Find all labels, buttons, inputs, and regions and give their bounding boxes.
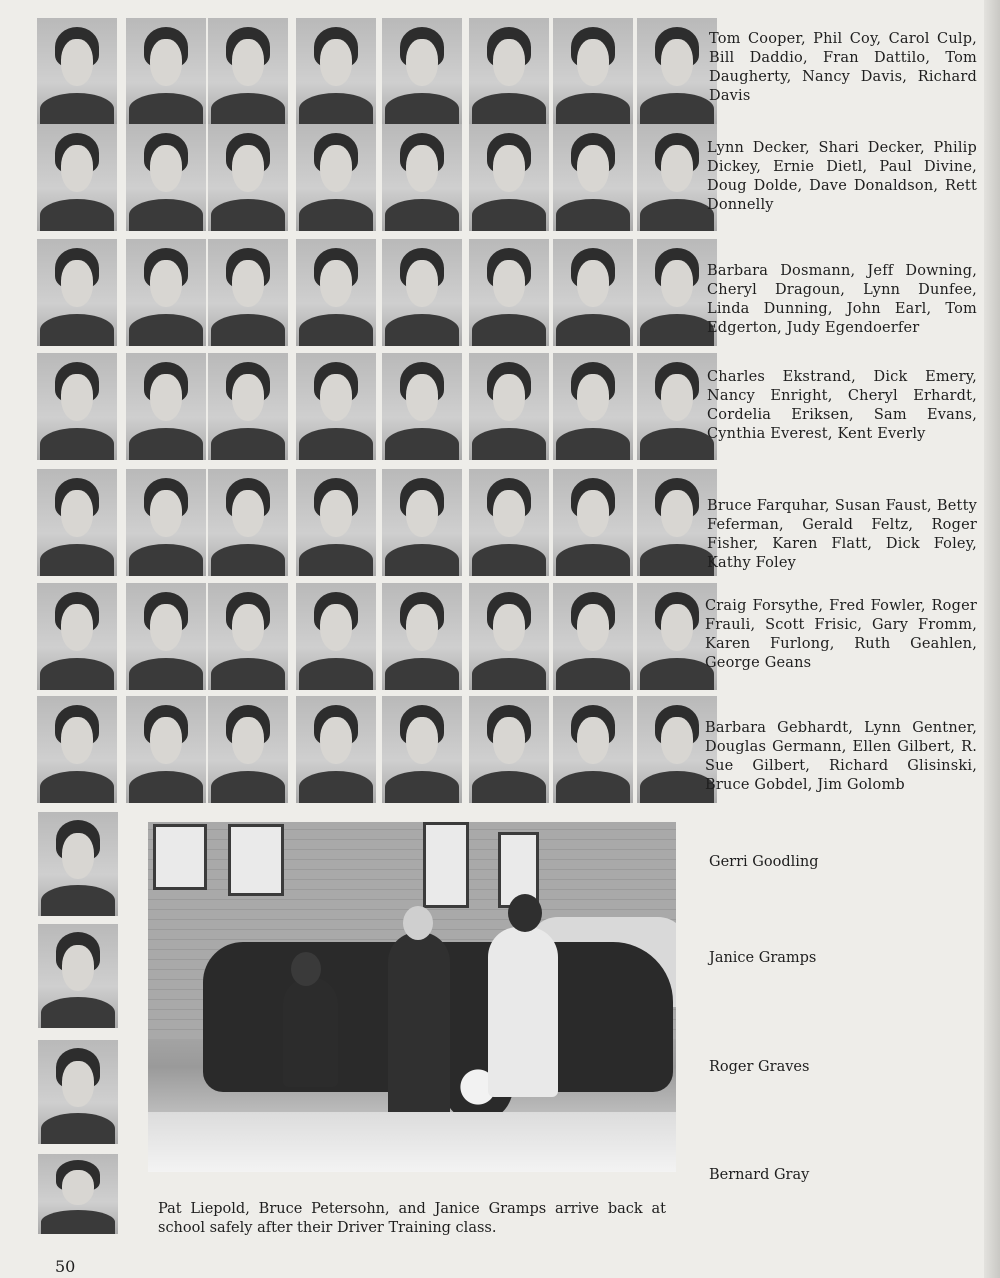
portrait-face — [320, 145, 352, 192]
student-portrait — [208, 124, 288, 231]
snow — [148, 1112, 676, 1172]
standing-student — [388, 932, 450, 1142]
portrait-face — [406, 604, 438, 651]
student-portrait — [469, 18, 549, 125]
portrait-face — [232, 490, 264, 537]
student-portrait — [208, 696, 288, 803]
student-portrait — [637, 18, 717, 125]
portrait-shoulders — [385, 771, 459, 803]
student-portrait — [553, 239, 633, 346]
portrait-face — [61, 145, 93, 192]
student-head — [508, 894, 542, 932]
portrait-shoulders — [385, 428, 459, 460]
portrait-face — [577, 490, 609, 537]
portrait-face — [320, 490, 352, 537]
student-portrait — [469, 696, 549, 803]
portrait-face — [232, 604, 264, 651]
portrait-shoulders — [129, 428, 203, 460]
student-portrait — [37, 124, 117, 231]
portrait-shoulders — [299, 771, 373, 803]
portrait-face — [577, 260, 609, 307]
student-portrait — [469, 353, 549, 460]
portrait-face — [493, 374, 525, 421]
portrait-shoulders — [472, 428, 546, 460]
portrait-face — [150, 717, 182, 764]
portrait-shoulders — [472, 93, 546, 125]
student-portrait — [38, 924, 118, 1028]
portrait-face — [62, 1170, 94, 1205]
portrait-shoulders — [472, 771, 546, 803]
portrait-face — [320, 717, 352, 764]
student-portrait — [553, 124, 633, 231]
portrait-face — [150, 145, 182, 192]
portrait-face — [320, 604, 352, 651]
student-portrait — [553, 583, 633, 690]
student-portrait — [37, 18, 117, 125]
student-portrait — [208, 239, 288, 346]
student-portrait — [469, 583, 549, 690]
student-portrait — [296, 583, 376, 690]
portrait-face — [61, 490, 93, 537]
portrait-shoulders — [556, 771, 630, 803]
portrait-face — [661, 604, 693, 651]
student-portrait — [38, 1154, 118, 1234]
portrait-face — [661, 260, 693, 307]
portrait-shoulders — [40, 199, 114, 231]
student-portrait — [37, 583, 117, 690]
student-portrait — [469, 124, 549, 231]
student-portrait — [37, 696, 117, 803]
portrait-face — [406, 39, 438, 86]
window — [153, 824, 207, 890]
portrait-shoulders — [40, 93, 114, 125]
portrait-face — [493, 145, 525, 192]
portrait-face — [661, 717, 693, 764]
portrait-shoulders — [640, 314, 714, 346]
row-1-names: Tom Cooper, Phil Coy, Carol Culp, Bill Daddio, Fran Dattilo, Tom Daugherty, Nancy Davis, Richard Davis — [709, 31, 977, 104]
portrait-shoulders — [640, 428, 714, 460]
portrait-shoulders — [640, 771, 714, 803]
student-portrait — [296, 696, 376, 803]
single-name-2: Janice Gramps — [709, 950, 817, 966]
portrait-shoulders — [211, 771, 285, 803]
student-portrait — [208, 583, 288, 690]
portrait-shoulders — [40, 544, 114, 576]
portrait-face — [661, 39, 693, 86]
portrait-shoulders — [41, 885, 115, 916]
student-portrait — [296, 18, 376, 125]
portrait-face — [232, 39, 264, 86]
portrait-shoulders — [129, 771, 203, 803]
row-6-names: Craig Forsythe, Fred Fowler, Roger Frauli, Scott Frisic, Gary Fromm, Karen Furlong, Ruth Geahlen, George Geans — [705, 598, 977, 671]
student-head — [403, 906, 433, 940]
portrait-shoulders — [40, 771, 114, 803]
portrait-shoulders — [40, 658, 114, 690]
portrait-shoulders — [211, 658, 285, 690]
portrait-face — [150, 374, 182, 421]
student-portrait — [382, 239, 462, 346]
student-portrait — [126, 353, 206, 460]
portrait-face — [320, 260, 352, 307]
student-portrait — [553, 469, 633, 576]
portrait-face — [232, 145, 264, 192]
student-portrait — [38, 812, 118, 916]
portrait-face — [406, 374, 438, 421]
student-portrait — [382, 18, 462, 125]
student-portrait — [382, 469, 462, 576]
portrait-face — [493, 717, 525, 764]
portrait-shoulders — [640, 93, 714, 125]
single-name-4: Bernard Gray — [709, 1167, 810, 1183]
portrait-shoulders — [129, 314, 203, 346]
portrait-face — [406, 490, 438, 537]
portrait-face — [62, 945, 94, 991]
portrait-shoulders — [385, 314, 459, 346]
portrait-shoulders — [472, 199, 546, 231]
portrait-shoulders — [41, 1113, 115, 1144]
portrait-shoulders — [299, 658, 373, 690]
portrait-shoulders — [41, 1210, 115, 1234]
portrait-face — [661, 145, 693, 192]
student-portrait — [208, 353, 288, 460]
portrait-shoulders — [385, 93, 459, 125]
portrait-face — [61, 39, 93, 86]
student-portrait — [382, 353, 462, 460]
student-portrait — [553, 18, 633, 125]
student-portrait — [382, 124, 462, 231]
student-portrait — [637, 239, 717, 346]
portrait-face — [232, 717, 264, 764]
portrait-shoulders — [556, 93, 630, 125]
student-portrait — [126, 124, 206, 231]
row-5-names: Bruce Farquhar, Susan Faust, Betty Feferman, Gerald Feltz, Roger Fisher, Karen Flatt, Dick Foley, Kathy Foley — [707, 498, 977, 571]
student-portrait — [382, 583, 462, 690]
row-3-names: Barbara Dosmann, Jeff Downing, Cheryl Dragoun, Lynn Dunfee, Linda Dunning, John Earl, Tom Edgerton, Judy Egendoerfer — [707, 263, 977, 336]
portrait-face — [61, 604, 93, 651]
portrait-face — [661, 490, 693, 537]
portrait-face — [493, 490, 525, 537]
portrait-face — [577, 374, 609, 421]
portrait-shoulders — [556, 544, 630, 576]
portrait-shoulders — [129, 658, 203, 690]
portrait-face — [61, 374, 93, 421]
portrait-shoulders — [556, 658, 630, 690]
student-portrait — [126, 583, 206, 690]
student-portrait — [553, 696, 633, 803]
student-portrait — [637, 353, 717, 460]
portrait-shoulders — [299, 314, 373, 346]
portrait-shoulders — [556, 314, 630, 346]
portrait-shoulders — [640, 199, 714, 231]
portrait-shoulders — [299, 428, 373, 460]
portrait-face — [661, 374, 693, 421]
row-2-names: Lynn Decker, Shari Decker, Philip Dickey, Ernie Dietl, Paul Divine, Doug Dolde, Dave Donaldson, Rett Donnelly — [707, 140, 977, 213]
portrait-shoulders — [385, 658, 459, 690]
student-portrait — [208, 18, 288, 125]
portrait-shoulders — [211, 314, 285, 346]
portrait-face — [62, 1061, 94, 1107]
portrait-face — [406, 717, 438, 764]
student-portrait — [38, 1040, 118, 1144]
portrait-shoulders — [211, 428, 285, 460]
portrait-shoulders — [556, 199, 630, 231]
portrait-shoulders — [385, 199, 459, 231]
portrait-face — [232, 374, 264, 421]
student-portrait — [382, 696, 462, 803]
student-head — [291, 952, 321, 986]
portrait-shoulders — [211, 93, 285, 125]
portrait-face — [150, 260, 182, 307]
student-portrait — [126, 469, 206, 576]
portrait-face — [232, 260, 264, 307]
portrait-shoulders — [299, 544, 373, 576]
window — [228, 824, 284, 896]
portrait-shoulders — [556, 428, 630, 460]
portrait-face — [406, 145, 438, 192]
portrait-shoulders — [129, 544, 203, 576]
portrait-face — [61, 717, 93, 764]
student-portrait — [37, 239, 117, 346]
student-portrait — [296, 353, 376, 460]
page-edge — [984, 0, 1000, 1278]
student-portrait — [469, 239, 549, 346]
portrait-shoulders — [299, 93, 373, 125]
portrait-face — [320, 374, 352, 421]
student-portrait — [37, 353, 117, 460]
portrait-shoulders — [472, 658, 546, 690]
portrait-shoulders — [211, 544, 285, 576]
portrait-shoulders — [41, 997, 115, 1028]
portrait-face — [493, 604, 525, 651]
student-portrait — [637, 124, 717, 231]
seated-student — [283, 977, 338, 1087]
single-name-3: Roger Graves — [709, 1059, 810, 1075]
portrait-shoulders — [472, 544, 546, 576]
portrait-face — [150, 490, 182, 537]
student-portrait — [637, 469, 717, 576]
portrait-shoulders — [129, 93, 203, 125]
portrait-face — [577, 39, 609, 86]
doorway — [423, 822, 469, 908]
portrait-face — [406, 260, 438, 307]
portrait-shoulders — [299, 199, 373, 231]
student-portrait — [296, 124, 376, 231]
portrait-face — [577, 717, 609, 764]
portrait-shoulders — [640, 544, 714, 576]
student-in-white-coat — [488, 927, 558, 1097]
portrait-face — [61, 260, 93, 307]
photo-caption: Pat Liepold, Bruce Petersohn, and Janice Gramps arrive back at school safely after their Driver Training class. — [158, 1201, 666, 1236]
portrait-face — [320, 39, 352, 86]
page-number: 50 — [55, 1257, 76, 1276]
portrait-shoulders — [211, 199, 285, 231]
student-portrait — [126, 18, 206, 125]
portrait-shoulders — [472, 314, 546, 346]
portrait-shoulders — [640, 658, 714, 690]
portrait-face — [150, 604, 182, 651]
student-portrait — [37, 469, 117, 576]
portrait-shoulders — [129, 199, 203, 231]
portrait-face — [150, 39, 182, 86]
student-portrait — [126, 239, 206, 346]
driver-training-photo — [148, 822, 676, 1172]
portrait-shoulders — [40, 428, 114, 460]
portrait-shoulders — [385, 544, 459, 576]
student-portrait — [553, 353, 633, 460]
student-portrait — [469, 469, 549, 576]
portrait-face — [62, 833, 94, 879]
portrait-face — [493, 39, 525, 86]
student-portrait — [126, 696, 206, 803]
portrait-shoulders — [40, 314, 114, 346]
portrait-face — [577, 145, 609, 192]
row-7-names: Barbara Gebhardt, Lynn Gentner, Douglas Germann, Ellen Gilbert, R. Sue Gilbert, Richard Glisinski, Bruce Gobdel, Jim Golomb — [705, 720, 977, 793]
student-portrait — [208, 469, 288, 576]
row-4-names: Charles Ekstrand, Dick Emery, Nancy Enright, Cheryl Erhardt, Cordelia Eriksen, Sam Evans, Cynthia Everest, Kent Everly — [707, 369, 977, 442]
single-name-1: Gerri Goodling — [709, 854, 819, 870]
student-portrait — [296, 469, 376, 576]
student-portrait — [296, 239, 376, 346]
portrait-face — [493, 260, 525, 307]
portrait-face — [577, 604, 609, 651]
